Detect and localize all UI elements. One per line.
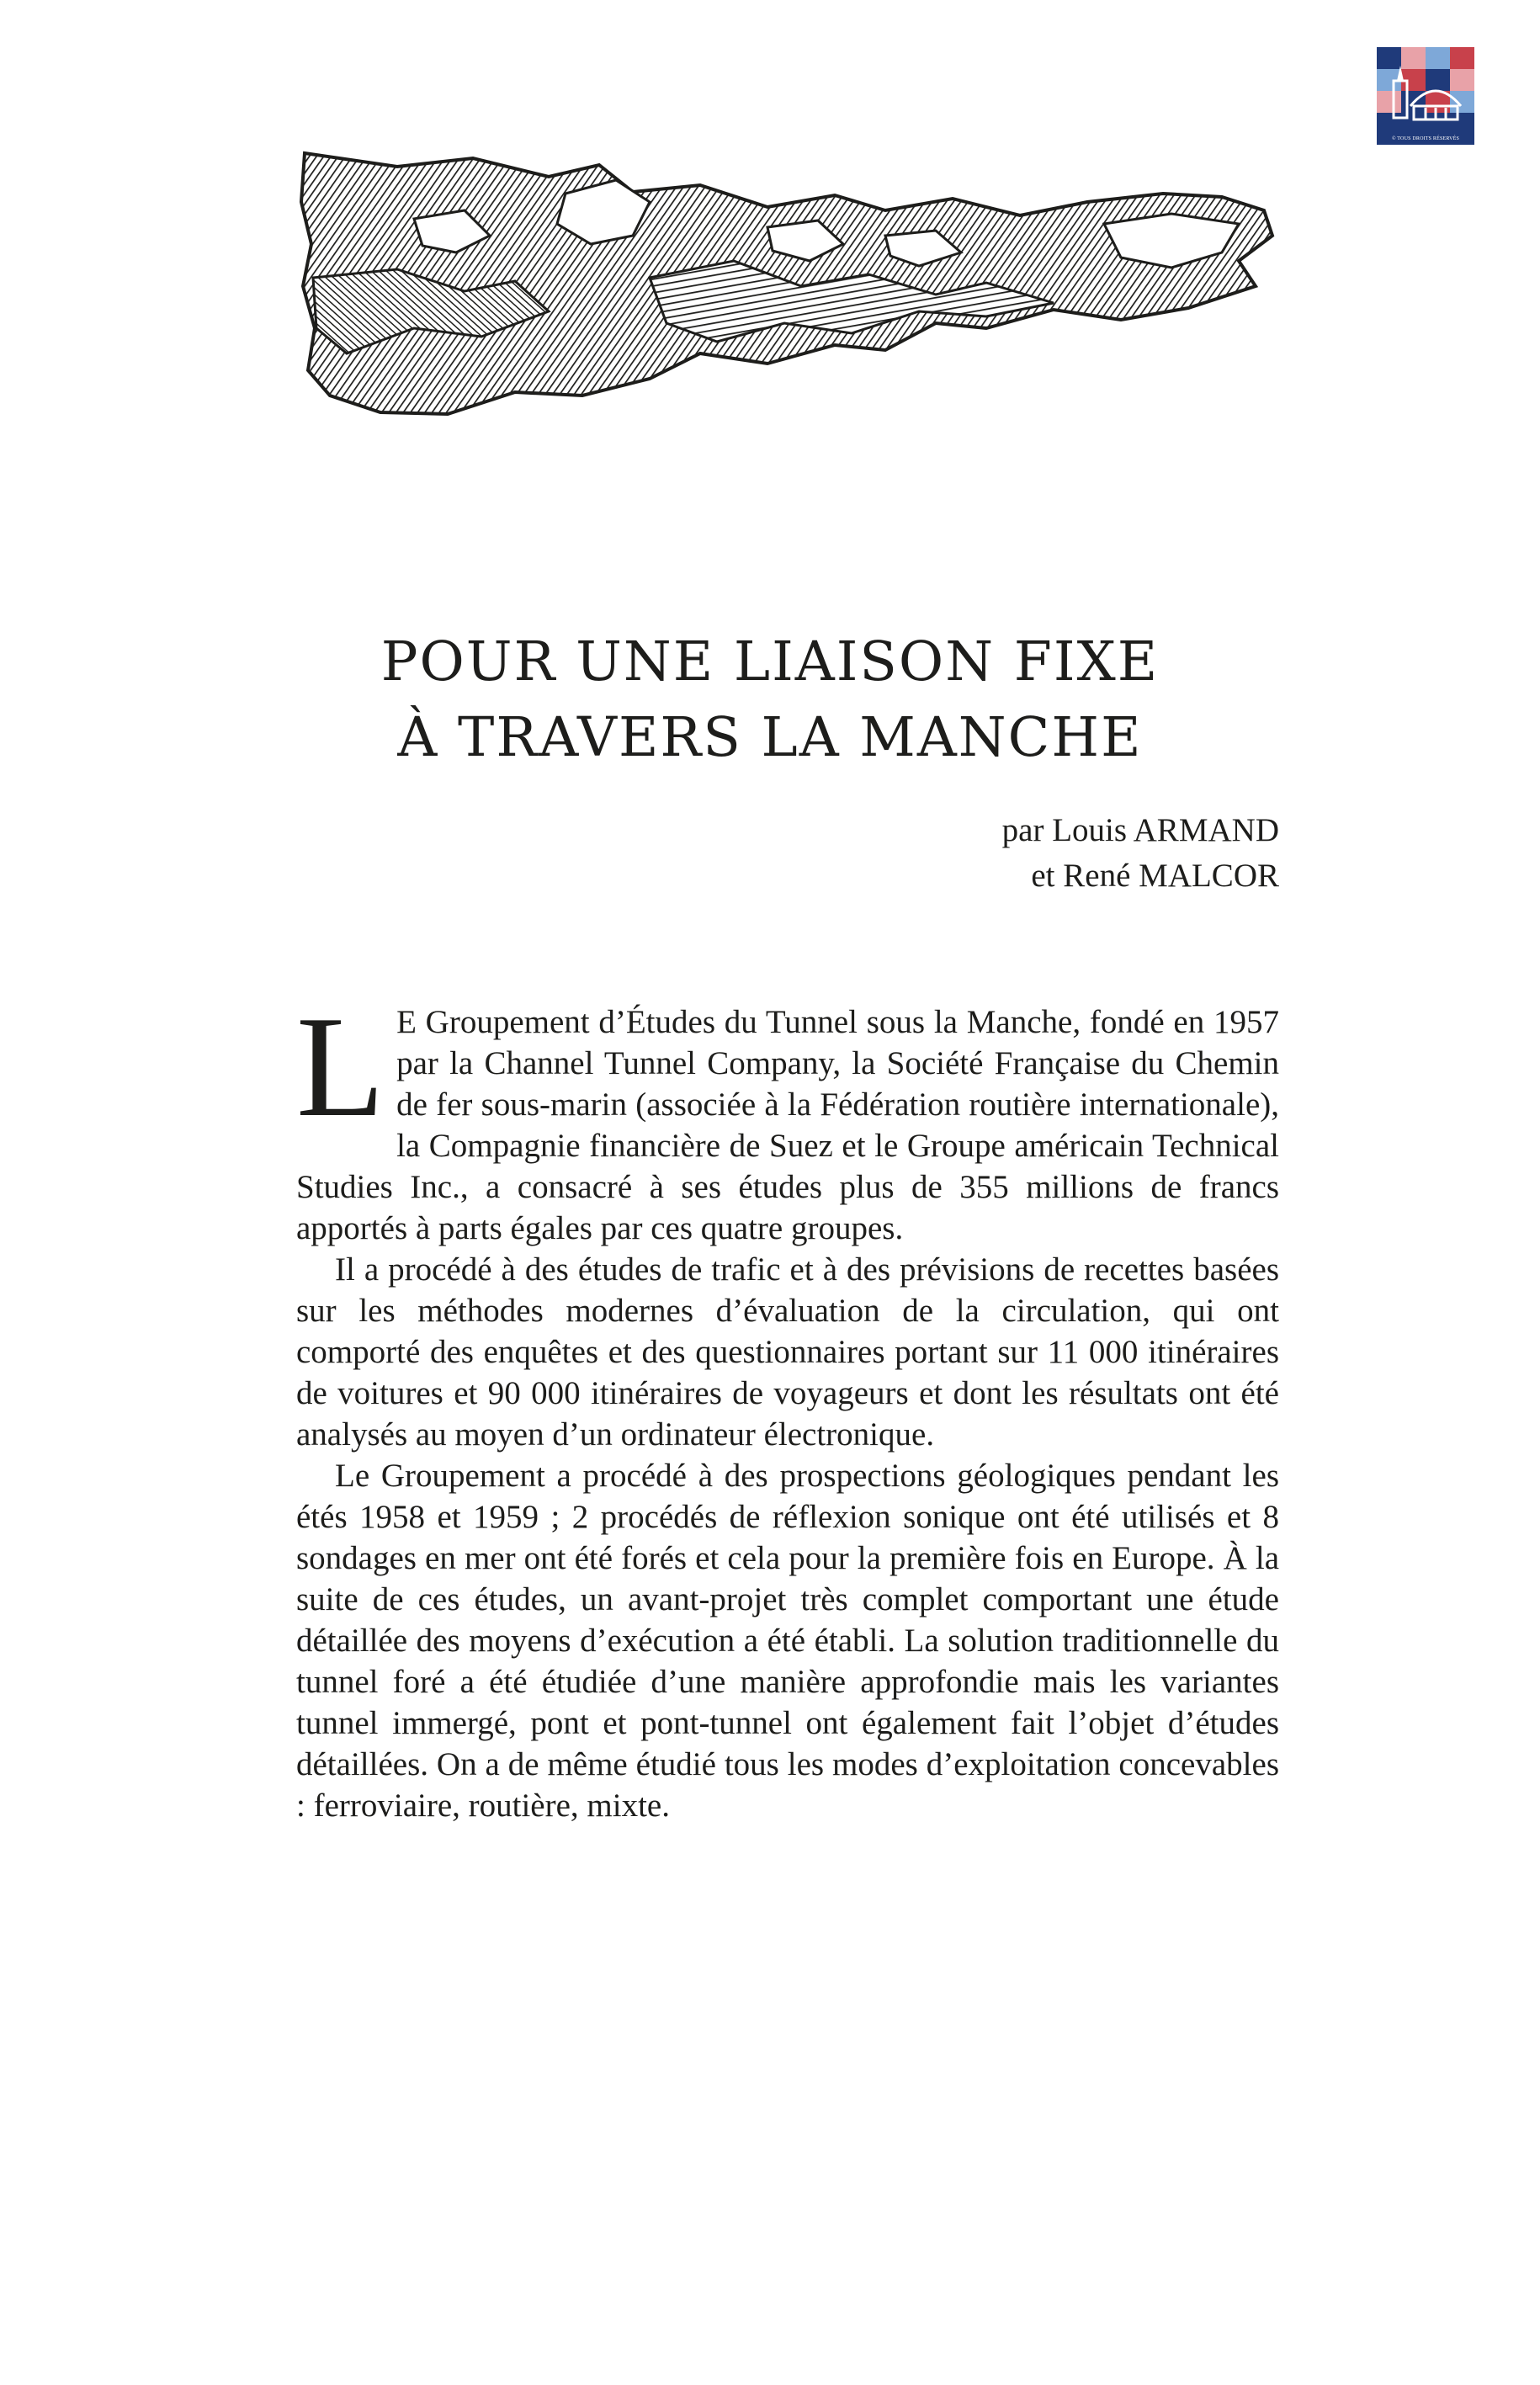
title-line: À TRAVERS LA MANCHE (397, 706, 1143, 769)
paragraph (296, 987, 1279, 1249)
engraved-map-illustration (296, 143, 1279, 438)
article-title (252, 624, 1288, 776)
paragraph: Il a procédé à des études de trafic et à des prévisions de recettes basées sur les méthodes modernes d’évaluation de la circulation, qui ont comporté des enquêtes et des questionnaires portant sur 11 000 itinéraires de voitures et 90 000 itinéraires de voyageurs et dont les résultats ont été analysés au moyen d’un ordinateur électronique. (296, 1251, 1279, 1453)
byline (1002, 808, 1279, 899)
author-line: par Louis ARMAND (1001, 812, 1279, 848)
drop-cap: L (296, 987, 385, 1147)
publisher-logo (1377, 47, 1474, 146)
article-body (296, 987, 1279, 1826)
author-line: et René MALCOR (1031, 858, 1279, 894)
title-line: POUR UNE LIAISON FIXE (380, 630, 1160, 693)
paragraph-text: E Groupement d’Études du Tunnel sous la Manche, fondé en 1957 par la Channel Tunnel Company, la Société Française du Chemin de fer sous-marin (associée à la Fédération routière internationale), la Compagnie financière de Suez et le Groupe américain Technical Studies Inc., a consacré à ses études plus de 355 millions de francs apportés à parts égales par ces quatre groupes. (296, 1004, 1279, 1246)
building-dome-icon (1377, 47, 1474, 133)
logo-caption: © TOUS DROITS RÉSERVÉS (1377, 133, 1474, 145)
paragraph: Le Groupement a procédé à des prospections géologiques pendant les étés 1958 et 1959 ; 2 procédés de réflexion sonique ont été utilisés et 8 sondages en mer ont été forés et cela pour la première fois en Europe. À la suite de ces études, un avant-projet très complet comportant une étude détaillée des moyens d’exécution a été établi. La solution traditionnelle du tunnel foré a été étudiée d’une manière approfondie mais les variantes tunnel immergé, pont et pont-tunnel ont également fait l’objet d’études détaillées. On a de même étudié tous les modes d’exploitation concevables : ferroviaire, routière, mixte. (296, 1458, 1279, 1824)
